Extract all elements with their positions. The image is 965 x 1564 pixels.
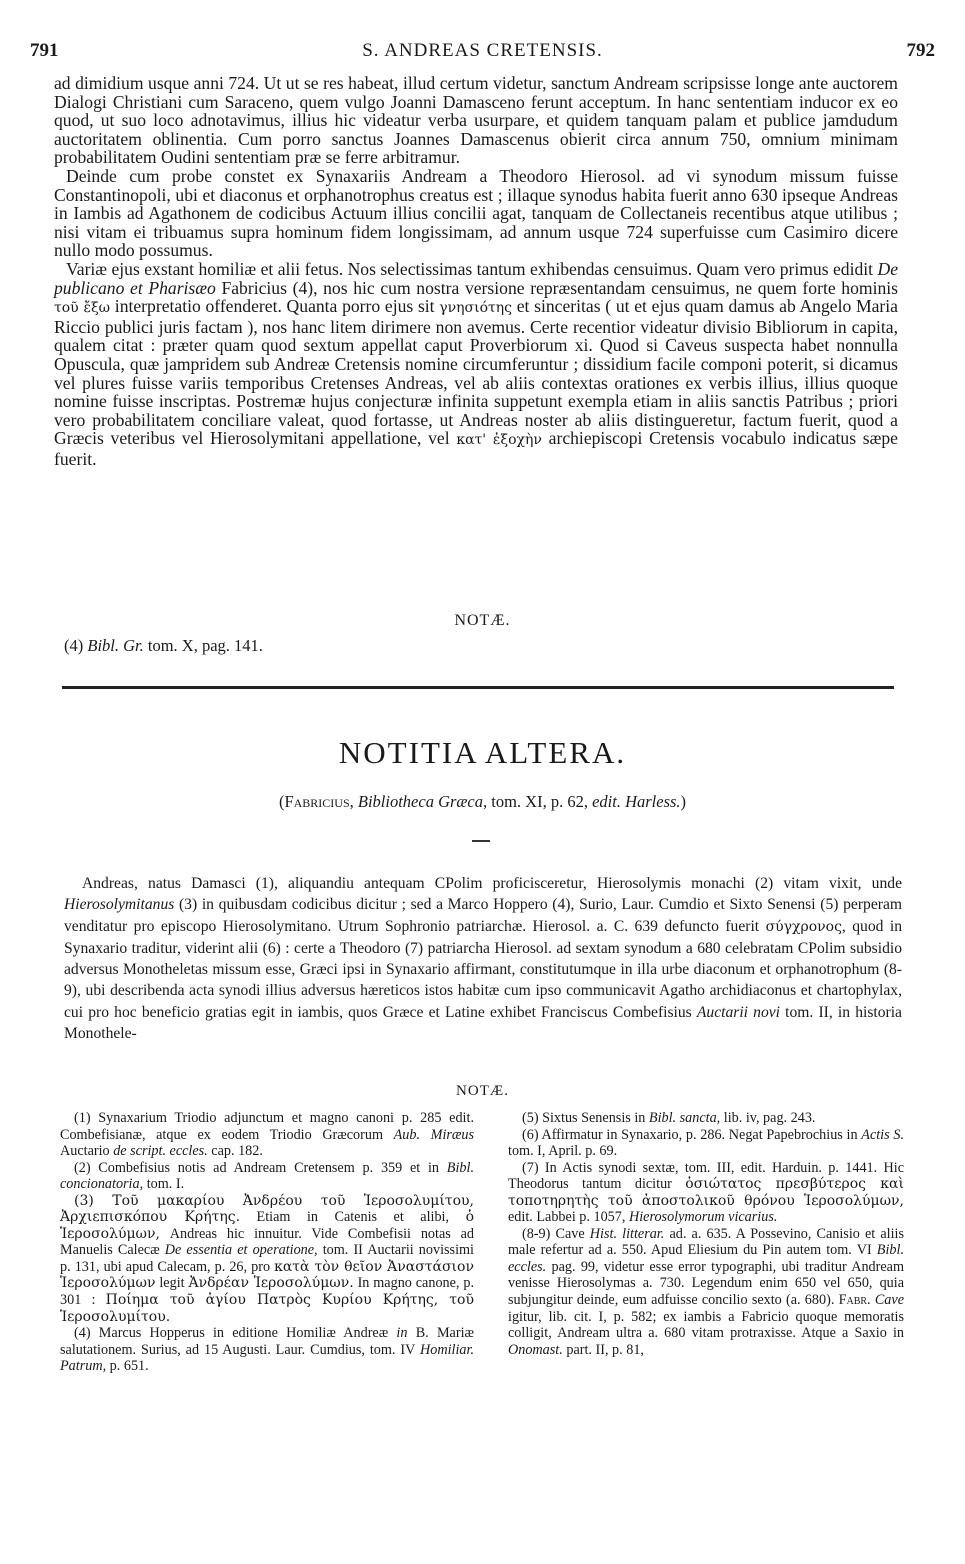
sub-edit: edit. Harless. (592, 792, 681, 811)
short-dash (472, 840, 490, 842)
note-2-it: Bibl. concionatoria, (60, 1159, 474, 1193)
note-3-a: Etiam in Catenis et alibi, (240, 1209, 466, 1226)
section-heading: NOTITIA ALTERA. (338, 735, 627, 770)
page-number-right: 792 (906, 40, 935, 61)
p3-part-d: et sinceritas ( ut et ejus quam damus ab Angelo Maria Riccio publici juris factam ), nos hanc litem dirimere non avemus. Certe recentior videatur divisio Bibliorum in capita, qualem citat : præter quam quod sextum appellat caput Proverbiorum xi. Quod si Caveus suspecta habet nonnulla Opuscula, quæ jampridem sub Andreæ Cretensis nomine circumferuntur ; dissidium facile componi poterit, si dicamus vel plures fuisse variis temporibus Cretenses Andreas, vel ab aliis contextas orationes ex verbis illius, illius quoque nomine fuisse inscriptas. Postremæ hujus conjecturæ infinita suppetunt exempla etiam in aliis sanctis Patribus ; priori vero probabilitatem conciliare valeat, quod fortasse, ut Andreas noster ab aliis distingueretur, factum fuerit, quod a Græcis veteribus vel Hierosolymitani appellatione, vel (54, 296, 898, 449)
note-5-a: (5) Sixtus Senensis in (522, 1110, 649, 1126)
note-5-b: lib. iv, pag. 243. (720, 1110, 816, 1126)
note-4-a: (4) Marcus Hopperus in editione Homiliæ Andreæ (74, 1325, 397, 1342)
b2-c: (3) in quibusdam codicibus dicitur ; sed a Marco Hoppero (4), Surio, Laur. Cumdio et Sixto Senensi (5) perperam venditatur pro episcopo Hierosolymitano. Utrum Sophronio patriarchæ. Hierosol. a. C. 639 defuncto fuerit (64, 896, 902, 935)
note-7 (508, 1160, 904, 1226)
p3-part-a: Variæ ejus exstant homiliæ et alii fetus. Nos selectissimas tantum exhibendas censuimus. Quam vero primus edidit (66, 258, 878, 279)
note-3-greek2: ὁ Ἱεροσολύμων, (60, 1209, 474, 1242)
b2-g: tom. II, in historia Monothele- (64, 1003, 902, 1043)
p3-work-title: De publicano et Pharisæo (54, 258, 898, 298)
note-2-b: tom. I. (143, 1176, 185, 1193)
p3-part-b: Fabricius (4), nos hic cum nostra versione repræsentandam censuimus, ne quem forte hominis (215, 277, 898, 298)
b2-e: , quod in Synaxario traditur, viderint alii (6) : certe a Theodoro (7) patriarcha Hierosol. ad sextam synodum a 680 celebratam CPolim subsidio adversus Monotheletas missum esse, Græci ipsi in Synaxario affirmant, constitutumque in illa urbe diaconum et orphanotrophum (8-9), ubi describenda acta synodi illius adversus hæreticos istos habitæ cum ipso communicavit Agatho archidiaconus et chartophylax, cui pro hoc beneficio gratias egit in iambis, quos Græce et Latine exhibet Franciscus Combefisius (64, 917, 902, 1021)
notae-heading-1: NOTÆ. (454, 612, 511, 629)
page-number-left: 791 (30, 40, 59, 61)
p3-part-c: interpretatio offenderet. Quanta porro ejus sit (110, 296, 440, 317)
note-6-it: Actis S. (861, 1126, 904, 1143)
note-6 (508, 1127, 904, 1160)
b2-d: σύγχρονος (765, 918, 842, 935)
notae-heading-2: NOTÆ. (456, 1083, 509, 1099)
p3-greek-2: γνησιότης (439, 300, 512, 317)
notes-column-left (60, 1110, 474, 1375)
p3-part-e: archiepiscopi Cretensis vocabulo indicatus sæpe fuerit. (54, 428, 898, 469)
sub-tom: tom. XI, p. 62, (487, 792, 593, 811)
footnote-work: Bibl. Gr. (87, 636, 144, 655)
footnote-4 (64, 636, 263, 656)
note-8-c: pag. 99, videtur esse error typographi, ubi traditur Andream venisse Hierosolymas a. 730. Legendum enim 650 vel 650, quia subjungitur deinde, eum adfuisse concilio sexto (a. 680). (508, 1258, 904, 1309)
note-3-greek4: Ἀνδρέαν Ἱεροσολύμων. (188, 1275, 354, 1292)
note-7-greek: ὁσιώτατος πρεσβύτερος καὶ τοποτηρητὴς τοῦ ἀποστολικοῦ θρόνου Ἱεροσολύμων, (508, 1176, 904, 1209)
note-7-b: edit. Labbei p. 1057, (508, 1209, 629, 1226)
note-7-it: Hierosolymorum vicarius. (628, 1209, 778, 1226)
note-6-a: (6) Affirmatur in Synaxario, p. 286. Negat Papebrochius in (522, 1126, 862, 1143)
note-3-greek5: Ποίημα τοῦ ἁγίου Πατρὸς Κυρίου Κρήτης, τοῦ Ἱεροσολυμίτου. (60, 1292, 474, 1325)
note-3-b: Andreas hic innuitur. Vide Combefisii notas ad Manuelis Calecæ (60, 1225, 474, 1259)
note-3-greek3: κατὰ τὸν θεῖον Ἀναστάσιον Ἱεροσολύμων (60, 1258, 474, 1292)
paragraph-1: ad dimidium usque anni 724. Ut ut se res habeat, illud certum videtur, sanctum Andream scripsisse longe ante auctorem Dialogi Christiani cum Saraceno, quem vulgo Joanni Damasceno ferunt acceptum. In hanc sententiam inducor ex eo quod, ut suo loco adnotavimus, illius hic videatur verba usurpare, et quidem tanquam palam et publice jamdudum auctoritatem oblinentia. Cum porro sanctus Joannes Damascenus obierit circa annum 750, omnium minimam probabilitatem Oudini sententiam præ se ferre arbitramur. (54, 73, 898, 168)
note-5-it: Bibl. sancta, (648, 1110, 721, 1126)
notes-column-right (508, 1110, 904, 1358)
note-8-it2: Bibl. eccles. (508, 1242, 904, 1275)
p3-greek-1: τοῦ ἔξω (54, 300, 111, 317)
b2-b: Hierosolymitanus (64, 896, 175, 914)
text-block-lower (64, 873, 902, 1044)
sub-author: Fabricius, (284, 792, 354, 811)
note-4-c: p. 651. (106, 1358, 149, 1375)
section-subheading: (Fabricius, Bibliotheca Græca, tom. XI, p. 62, edit. Harless.) (278, 792, 687, 811)
note-6-b: tom. I, April. p. 69. (508, 1143, 618, 1160)
b2-f: Auctarii novi (696, 1003, 781, 1021)
note-8-sc: Fabr. (838, 1292, 871, 1309)
note-3-greek: (3) Τοῦ μακαρίου Ἀνδρέου τοῦ Ἱεροσολυμίτου, Ἀρχιεπισκόπου Κρήτης. (60, 1192, 474, 1226)
note-1 (60, 1110, 474, 1160)
note-4-b: B. Mariæ salutationem. Surius, ad 15 Augusti. Laur. Cumdius, tom. IV (60, 1325, 474, 1358)
footnote-number: (4) (64, 636, 84, 655)
note-2 (60, 1160, 474, 1193)
note-2-a: (2) Combefisius notis ad Andream Cretensem p. 359 et in (74, 1159, 447, 1176)
note-1-a: (1) Synaxarium Triodio adjunctum et magno canoni p. 285 edit. Combefisianæ, atque ex eodem Triodio Græcorum (60, 1110, 474, 1143)
note-1-c: cap. 182. (207, 1143, 263, 1160)
note-8-it3: Cave (870, 1292, 904, 1309)
note-8-b: ad. a. 635. A Possevino, Canisio et aliis male refertur ad a. 550. Apud Eliesium du Pin autem tom. VI (508, 1225, 905, 1259)
note-3-c: tom. II Auctarii novissimi p. 131, ubi apud Calecam, p. 26, pro (60, 1242, 474, 1275)
sub-work: Bibliotheca Græca, (357, 792, 488, 811)
note-8-it4: Onomast. (508, 1341, 563, 1358)
text-block-upper (54, 74, 898, 468)
section-divider (62, 686, 894, 689)
footnote-rest: tom. X, pag. 141. (143, 636, 263, 655)
note-1-b: Auctario (60, 1143, 114, 1160)
note-8-d: igitur, lib. cit. I, p. 582; ex iambis a Fabricio quoque memoratis colligit, Andream ultra a. 680 vitam protraxisse. Atque a Saxio in (508, 1308, 904, 1342)
b2-a: Andreas, natus Damasci (1), aliquandiu antequam CPolim proficisceretur, Hierosolymis monachi (2) vitam vixit, unde (82, 875, 902, 892)
note-8-it1: Hist. litterar. (589, 1225, 665, 1242)
paragraph-3 (54, 260, 898, 469)
note-8-e: part. II, p. 81, (562, 1341, 644, 1358)
note-8-a: (8-9) Cave (522, 1225, 590, 1242)
note-4-it1: in (396, 1325, 408, 1342)
note-4 (60, 1325, 474, 1375)
paragraph-2: Deinde cum probe constet ex Synaxariis Andream a Theodoro Hierosol. ad vi synodum missum fuisse Constantinopoli, ubi et diaconus et orphanotrophus creatus est ; illaque synodus habita fuerit anno 630 ipseque Andreas in Iambis ad Agathonem de codicibus Actuum illius concilii agat, tanquam de Collectaneis recentibus atque utilibus ; nisi vitam ei tribuamus supra hominum fidem longissimam, ad annum usque 724 superfuisse cum Casimiro dicere nullo modo possumus. (54, 165, 898, 261)
note-5 (508, 1110, 904, 1127)
note-3-e: In magno canone, p. 301 : (60, 1275, 474, 1309)
notitia-paragraph (64, 873, 902, 1044)
note-1-it1: Aub. Miræus (393, 1126, 474, 1143)
note-3-it: De essentia et operatione, (164, 1242, 318, 1259)
note-3-d: legit (155, 1275, 189, 1292)
note-1-it2: de script. eccles. (113, 1143, 208, 1160)
running-title: S. ANDREAS CRETENSIS. (362, 40, 603, 61)
note-7-a: (7) In Actis synodi sextæ, tom. III, edit. Harduin. p. 1441. Hic Theodorus tantum dicitur (508, 1159, 904, 1193)
note-4-it2: Homiliar. Patrum, (60, 1341, 474, 1375)
running-head (30, 40, 935, 70)
p3-greek-3: κατ' ἐξοχὴν (456, 432, 542, 449)
note-8-9 (508, 1226, 904, 1358)
note-3 (60, 1193, 474, 1325)
